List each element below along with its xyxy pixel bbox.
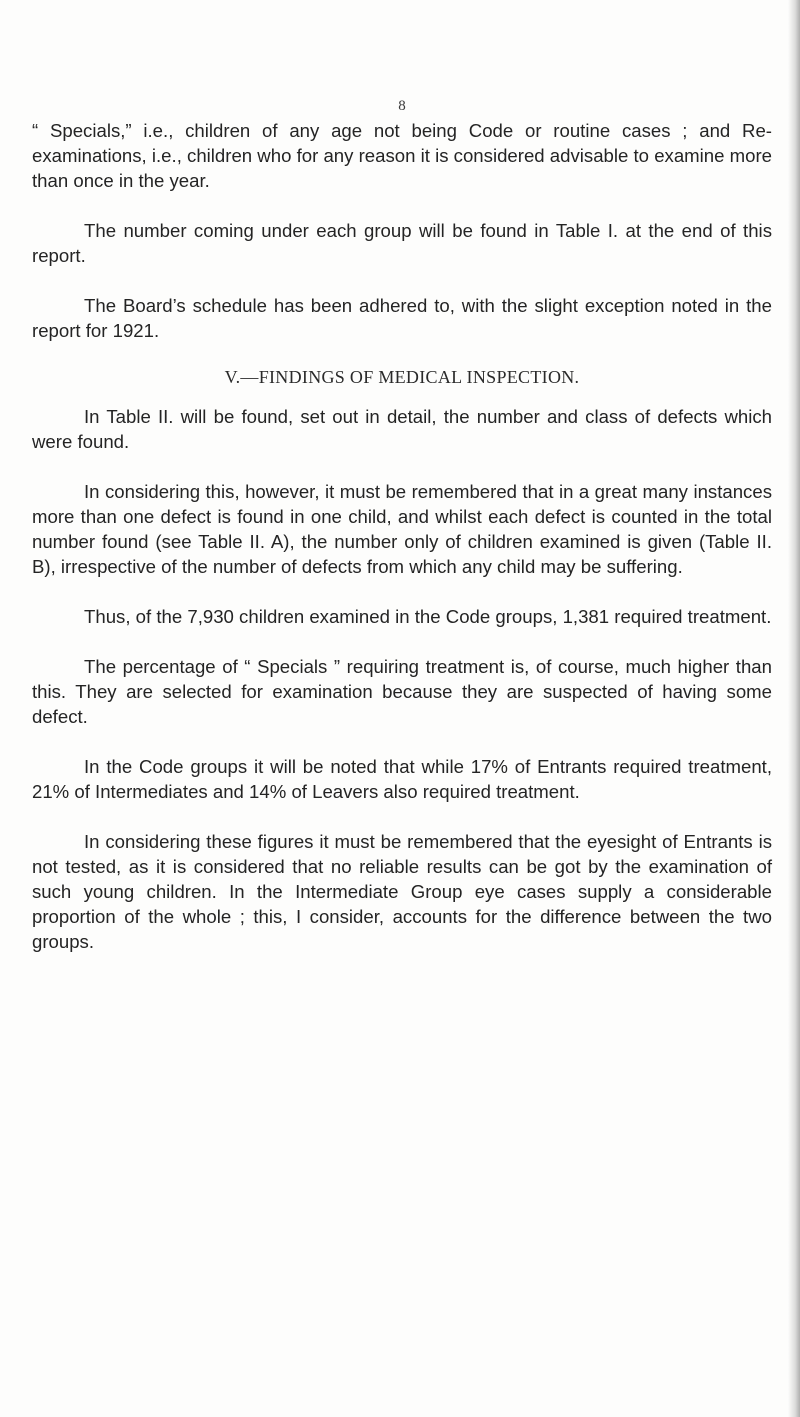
paragraph-group-percentages: In the Code groups it will be noted that while 17% of Entrants required treatment, 21% of Intermediates and 14% of Leavers also required treatment. (32, 756, 772, 802)
page-edge-shadow (788, 0, 800, 1417)
paragraph-code-groups-totals: Thus, of the 7,930 children examined in the Code groups, 1,381 required treatment. (84, 606, 772, 627)
paragraph-specials-percentage: The percentage of “ Specials ” requiring treatment is, of course, much higher than this. They are selected for examination because they are suspected of having some defect. (32, 656, 772, 727)
paragraph-eyesight-note: In considering these figures it must be remembered that the eyesight of Entrants is not tested, as it is considered that no reliable results can be got by the examination of such young children. In the Intermediate Group eye cases supply a considerable proportion of the whole ; this, I consider, accounts for the difference between the two groups. (32, 831, 772, 952)
paragraph-specials-definition: “ Specials,” i.e., children of any age not being Code or routine cases ; and Re-examinations, i.e., children who for any reason it is considered advisable to examine more than once in the year. (32, 120, 773, 191)
section-heading: V.—FINDINGS OF MEDICAL INSPECTION. (224, 367, 580, 387)
paragraph-defects-table: In Table II. will be found, set out in detail, the number and class of defects which were found. (32, 406, 772, 452)
document-body (32, 118, 772, 954)
page-number: 8 (398, 98, 406, 114)
paragraph-table-reference: The number coming under each group will be found in Table I. at the end of this report. (32, 220, 772, 266)
paragraph-board-schedule: The Board’s schedule has been adhered to, with the slight exception noted in the report for 1921. (32, 295, 772, 341)
paragraph-considering-defects: In considering this, however, it must be remembered that in a great many instances more than one defect is found in one child, and whilst each defect is counted in the total number found (see Table II. A), the number only of children examined is given (Table II. B), irrespective of the number of defects from which any child may be suffering. (32, 481, 772, 577)
